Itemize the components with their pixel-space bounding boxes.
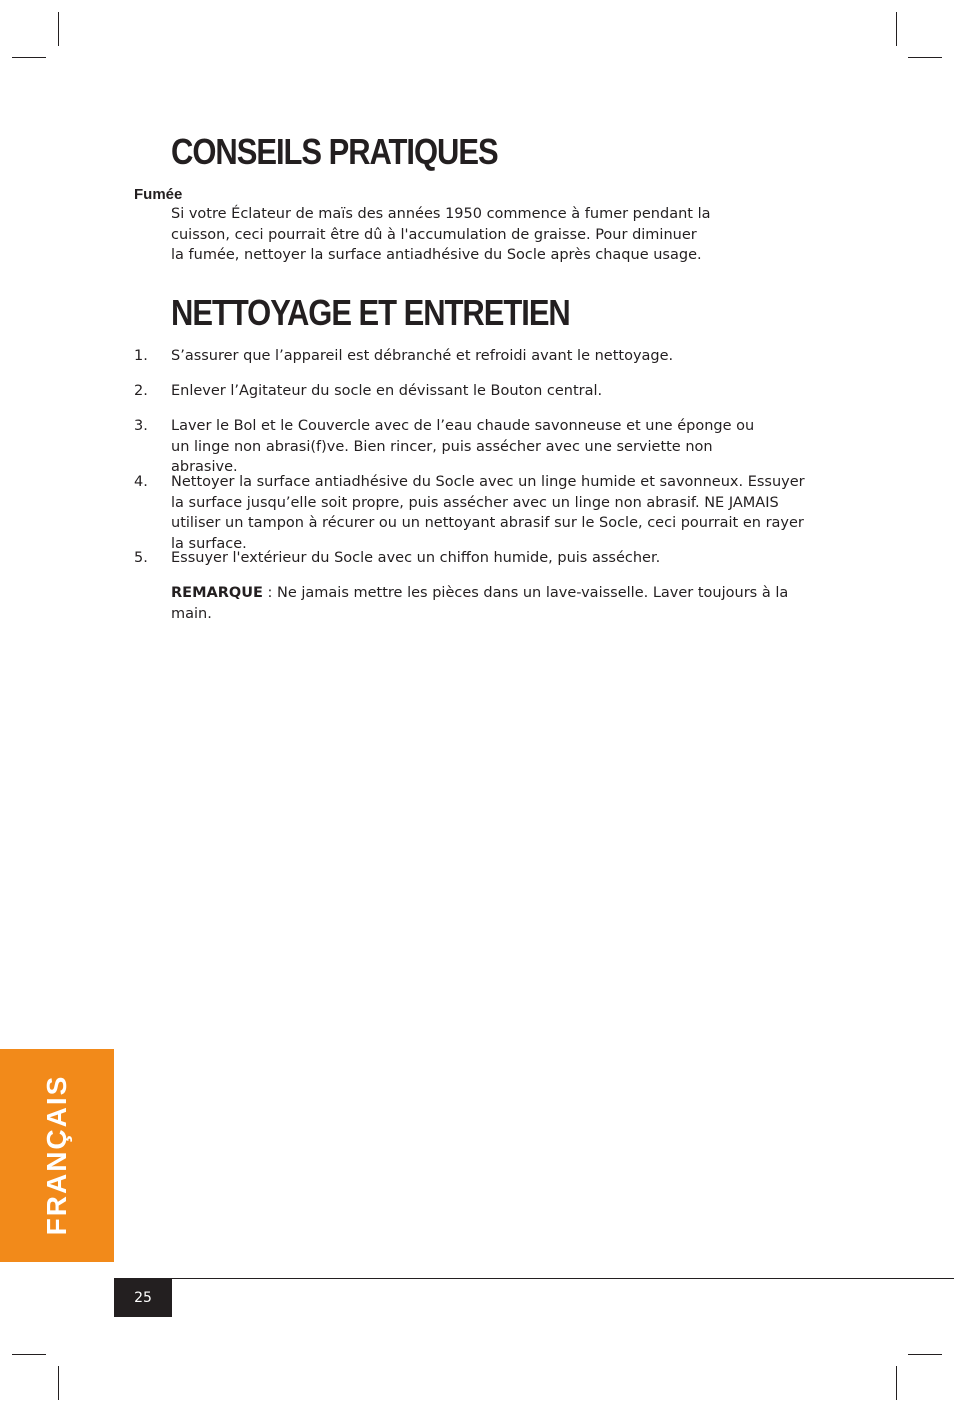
crop-mark — [908, 1354, 942, 1355]
page-number: 25 — [114, 1278, 172, 1317]
crop-mark — [896, 1366, 897, 1400]
fumee-paragraph: Si votre Éclateur de maïs des années 1950 commence à fumer pendant la cuisson, ceci pourrait être dû à l'accumulation de graisse. Pour diminuer la fumée, nettoyer la surface antiadhésive du Socle après chaque usage. — [171, 206, 711, 263]
step-number: 2. — [134, 383, 148, 399]
footer-rule — [114, 1278, 954, 1279]
crop-mark — [12, 57, 46, 58]
step-text: S’assurer que l’appareil est débranché et refroidi avant le nettoyage. — [171, 348, 674, 364]
subheading-fumee: Fumée — [134, 186, 183, 203]
crop-mark — [58, 12, 59, 46]
step-number: 1. — [134, 348, 148, 364]
step-number: 3. — [134, 418, 148, 434]
crop-mark — [58, 1366, 59, 1400]
step-text: Enlever l’Agitateur du socle en dévissant le Bouton central. — [171, 383, 603, 399]
crop-mark — [12, 1354, 46, 1355]
step-text: Laver le Bol et le Couvercle avec de l’eau chaude savonneuse et une éponge ou un linge non abrasi(f)ve. Bien rincer, puis assécher avec une serviette non abrasive. — [171, 418, 755, 475]
crop-mark — [908, 57, 942, 58]
note-paragraph — [171, 583, 831, 624]
step-text: Nettoyer la surface antiadhésive du Socle avec un linge humide et savonneux. Essuyer la surface jusqu’elle soit propre, puis assécher avec un linge non abrasif. NE JAMAIS utiliser un tampon à récurer ou un nettoyant abrasif sur le Socle, ceci pourrait en rayer la surface. — [171, 474, 805, 552]
crop-mark — [896, 12, 897, 46]
section-title-conseils: CONSEILS PRATIQUES — [171, 131, 498, 172]
step-number: 5. — [134, 550, 148, 566]
note-text: : Ne jamais mettre les pièces dans un lave-vaisselle. Laver toujours à la main. — [171, 585, 789, 622]
note-label: REMARQUE — [171, 585, 263, 601]
section-title-nettoyage: NETTOYAGE ET ENTRETIEN — [171, 292, 570, 333]
step-number: 4. — [134, 474, 148, 490]
language-tab-label: FRANÇAIS — [41, 1074, 72, 1236]
language-tab — [0, 1049, 114, 1262]
step-text: Essuyer l'extérieur du Socle avec un chiffon humide, puis assécher. — [171, 550, 661, 566]
